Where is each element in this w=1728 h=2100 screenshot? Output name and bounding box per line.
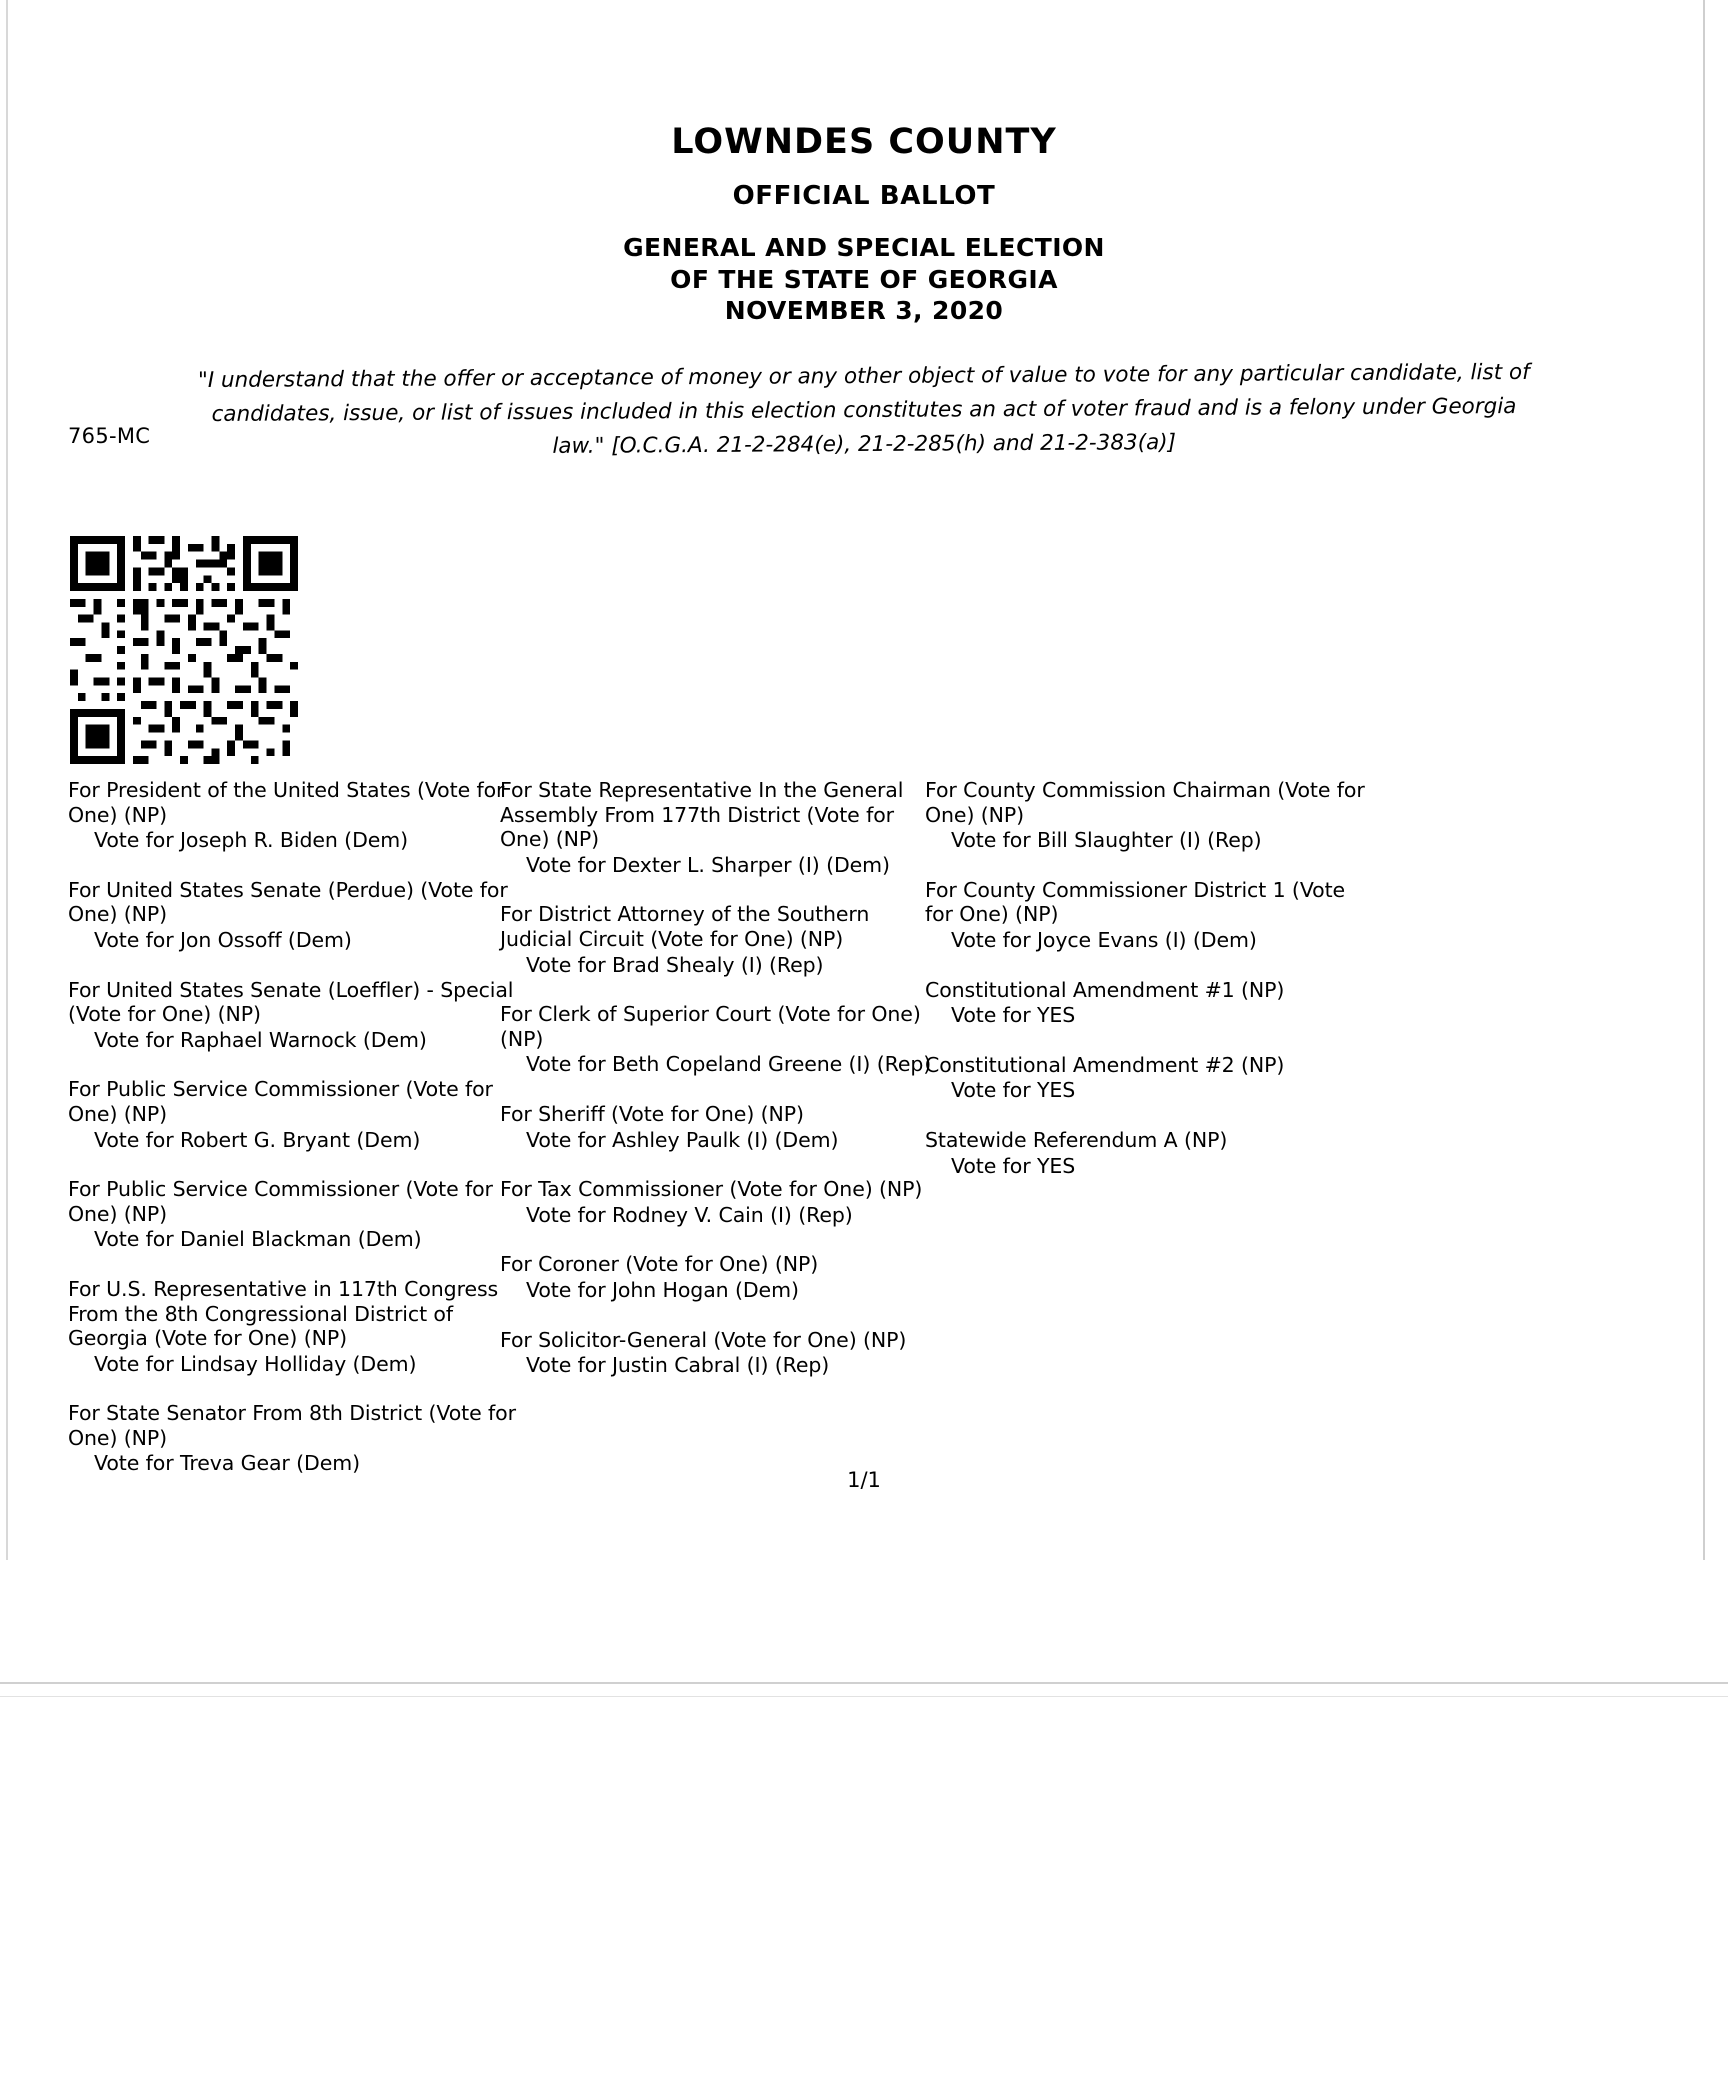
contest-title: For Solicitor-General (Vote for One) (NP) <box>500 1327 907 1352</box>
contest-title: For State Senator From 8th District (Vote for One) (NP) <box>68 1401 516 1450</box>
contest-title: For Clerk of Superior Court (Vote for One) (NP) <box>500 1002 921 1051</box>
contest-choice: Vote for Robert G. Bryant (Dem) <box>94 1127 421 1152</box>
contest-public-service-commissioner-1 <box>68 1077 523 1152</box>
ballot-style-id: 765-MC <box>68 424 151 448</box>
contest-title: For U.S. Representative in 117th Congress From the 8th Congressional District of Georgia (Vote for One) (NP) <box>68 1276 499 1351</box>
contest-clerk-of-superior-court <box>500 1002 940 1077</box>
contest-title: Constitutional Amendment #2 (NP) <box>925 1052 1285 1077</box>
contest-column-2 <box>500 778 940 1378</box>
scan-edge-bottom-secondary <box>0 1696 1728 1697</box>
contest-choice: Vote for Justin Cabral (I) (Rep) <box>526 1353 830 1378</box>
contest-title: For United States Senate (Loeffler) - Special (Vote for One) (NP) <box>68 977 514 1027</box>
contest-title: For County Commissioner District 1 (Vote for One) (NP) <box>925 877 1346 927</box>
contest-title: For District Attorney of the Southern Judicial Circuit (Vote for One) (NP) <box>500 902 870 951</box>
contest-title: For Public Service Commissioner (Vote for One) (NP) <box>68 1077 493 1126</box>
contest-tax-commissioner <box>500 1177 940 1227</box>
contest-choice: Vote for YES <box>951 1078 1076 1103</box>
contest-choice: Vote for John Hogan (Dem) <box>526 1277 799 1302</box>
contest-choice: Vote for Brad Shealy (I) (Rep) <box>526 952 824 977</box>
voter-fraud-oath: "I understand that the offer or acceptance of money or any other object of value to vote for any particular candidate, list of candidates, issue, or list of issues included in this election constitutes an act of voter fraud and is a felony under Georgia law." [O.C.G.A. 21-2-284(e), 21-2-285(h) and 21-2-383(a)] <box>197 359 1530 459</box>
election-title-line1: GENERAL AND SPECIAL ELECTION <box>623 233 1105 262</box>
contest-title: For County Commission Chairman (Vote for One) (NP) <box>925 778 1365 827</box>
election-date: NOVEMBER 3, 2020 <box>724 296 1004 325</box>
contest-sheriff <box>500 1102 940 1152</box>
contest-column-1 <box>68 778 523 1476</box>
contest-constitutional-amendment-2 <box>925 1053 1365 1103</box>
contest-title: For Tax Commissioner (Vote for One) (NP) <box>500 1177 923 1202</box>
official-ballot-title: OFFICIAL BALLOT <box>732 181 996 211</box>
scan-edge-bottom <box>0 1682 1728 1684</box>
contest-title: For Public Service Commissioner (Vote for One) (NP) <box>68 1177 493 1226</box>
contest-choice: Vote for Bill Slaughter (I) (Rep) <box>951 828 1262 853</box>
contest-county-commission-chairman <box>925 778 1365 853</box>
contest-constitutional-amendment-1 <box>925 978 1365 1028</box>
contest-title: Statewide Referendum A (NP) <box>925 1127 1228 1152</box>
contest-title: Constitutional Amendment #1 (NP) <box>925 977 1285 1002</box>
contest-choice: Vote for YES <box>951 1153 1076 1178</box>
contest-solicitor-general <box>500 1328 940 1378</box>
contest-title: For President of the United States (Vote for One) (NP) <box>68 778 505 827</box>
contest-choice: Vote for Joseph R. Biden (Dem) <box>94 828 409 853</box>
qr-code-icon <box>70 536 298 764</box>
contest-choice: Vote for Lindsay Holliday (Dem) <box>94 1351 417 1376</box>
contest-choice: Vote for Raphael Warnock (Dem) <box>94 1027 427 1052</box>
page-number: 1/1 <box>847 1468 881 1492</box>
contest-president <box>68 778 523 853</box>
contest-us-senate-perdue <box>68 878 523 953</box>
contest-choice: Vote for Joyce Evans (I) (Dem) <box>951 927 1257 952</box>
county-title: LOWNDES COUNTY <box>671 122 1057 162</box>
contest-choice: Vote for Treva Gear (Dem) <box>94 1451 361 1476</box>
contest-district-attorney <box>500 902 940 977</box>
contest-column-3 <box>925 778 1365 1178</box>
contest-us-representative <box>68 1277 523 1376</box>
contest-state-representative <box>500 778 940 877</box>
contest-county-commissioner-district-1 <box>925 878 1365 953</box>
contest-choice: Vote for Daniel Blackman (Dem) <box>94 1227 422 1252</box>
contest-title: For Coroner (Vote for One) (NP) <box>500 1252 819 1277</box>
contest-choice: Vote for Jon Ossoff (Dem) <box>94 927 352 952</box>
contest-title: For Sheriff (Vote for One) (NP) <box>500 1101 804 1126</box>
contest-choice: Vote for YES <box>951 1003 1076 1028</box>
contest-statewide-referendum-a <box>925 1128 1365 1178</box>
contest-choice: Vote for Rodney V. Cain (I) (Rep) <box>526 1202 853 1227</box>
contest-coroner <box>500 1252 940 1302</box>
election-title <box>0 232 1728 327</box>
contest-public-service-commissioner-2 <box>68 1177 523 1252</box>
contest-choice: Vote for Dexter L. Sharper (I) (Dem) <box>526 852 890 877</box>
contest-state-senator <box>68 1401 523 1476</box>
election-title-line2: OF THE STATE OF GEORGIA <box>670 264 1058 294</box>
contest-choice: Vote for Beth Copeland Greene (I) (Rep) <box>526 1052 932 1077</box>
contest-choice: Vote for Ashley Paulk (I) (Dem) <box>526 1127 839 1152</box>
contest-title: For United States Senate (Perdue) (Vote for One) (NP) <box>68 877 508 927</box>
contest-us-senate-loeffler-special <box>68 978 523 1053</box>
contest-title: For State Representative In the General Assembly From 177th District (Vote for One) (NP) <box>500 778 904 852</box>
